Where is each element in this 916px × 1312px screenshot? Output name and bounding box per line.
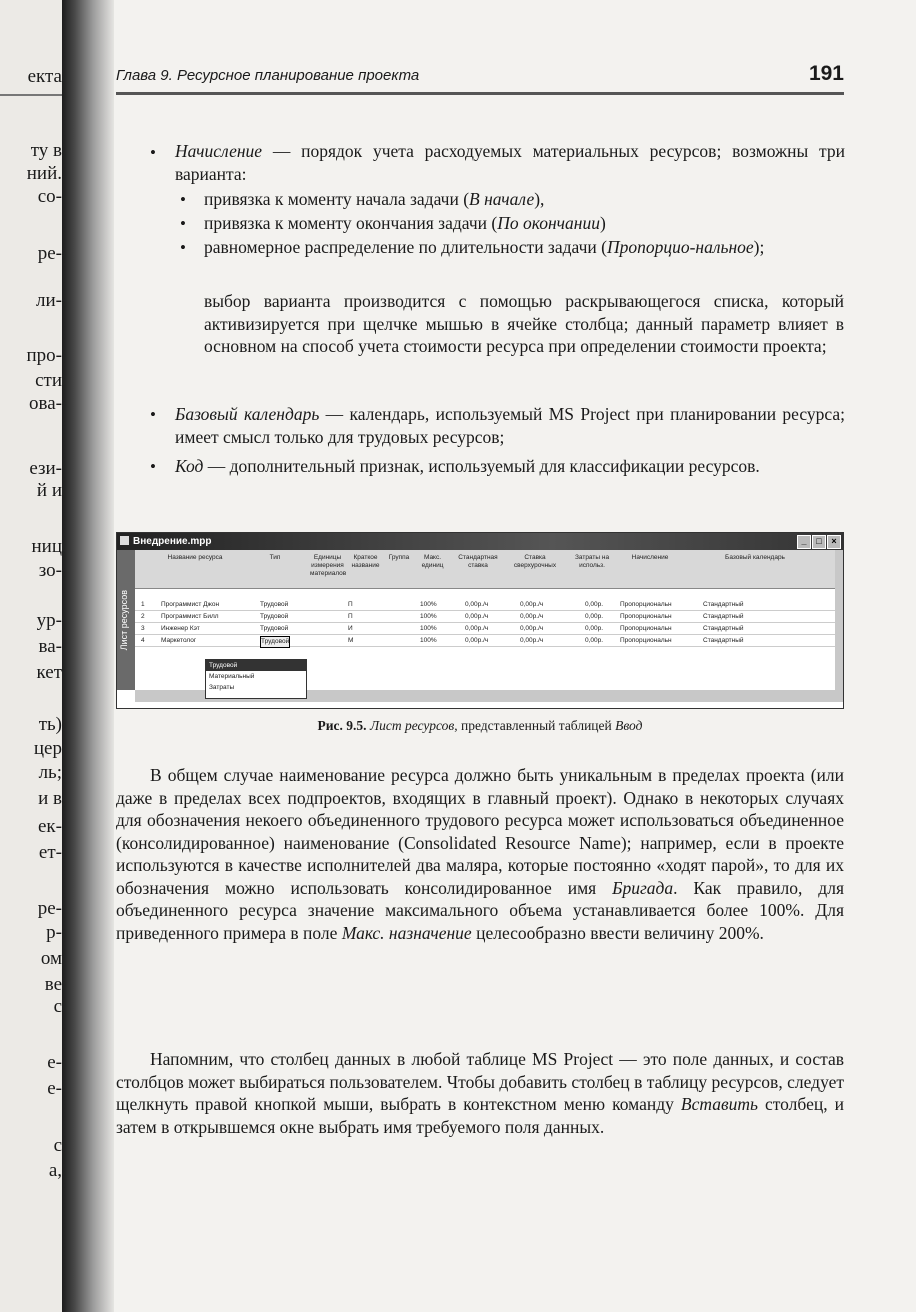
left-fragment: ур- (36, 610, 62, 631)
header-rule (116, 92, 844, 95)
figure-caption: Рис. 9.5. Лист ресурсов, представленный таблицей Ввод (317, 718, 643, 733)
left-fragment: сти (35, 370, 62, 391)
column-header[interactable]: Стандартная ставка (458, 554, 498, 569)
table-header (135, 550, 835, 589)
left-fragment: екта (27, 66, 62, 87)
sub-bullet-end: привязка к моменту окончания задачи (По окончании) (204, 213, 606, 233)
window-title: Внедрение.mpp (133, 536, 212, 547)
column-header[interactable]: Затраты на использ. (574, 554, 610, 569)
prorated-continuation: выбор варианта производится с помощью раскрывающегося списка, который активизируется при щелчке мышью в ячейке столбца; данный параметр влияет в основном на способ учета стоимости ресурса при определении стоимости проекта; (204, 291, 844, 356)
left-fragment: ть) (38, 714, 62, 735)
left-page-edge (0, 0, 62, 1312)
column-header[interactable]: Базовый календарь (725, 554, 785, 561)
sub-bullet-prorated: равномерное распределение по длительности задачи (Пропорцио-нальное); (204, 237, 765, 257)
project-icon (120, 536, 129, 545)
left-fragment: р- (46, 922, 62, 943)
table-row[interactable]: 1 Программист Джон Трудовой П 100% 0,00р./ч 0,00р./ч 0,00р. Пропорциональн Стандартный (135, 600, 835, 611)
left-fragment: и в (38, 788, 62, 809)
bullet-base-calendar: Базовый календарь — календарь, используемый MS Project при планировании ресурса; имеет смысл только для трудовых ресурсов; (175, 404, 846, 447)
left-fragment: ом (40, 948, 62, 969)
paragraph-consolidated: В общем случае наименование ресурса должно быть уникальным в пределах проекта (или даже в пределах всех подпроектов, входящих в главный проект). Однако в некоторых случаях для обозначения некоего объединенного трудового ресурса может использоваться объединенное (консолидированное) наименование (Consolidated Resource Name); например, если в проекте используются в качестве исполнителей два маляра, которые постоянно «ходят парой», то для их обозначения можно использовать консолидированное имя Бригада. Как правило, для объединенного ресурса значение максимального объема устанавливается более 100%. Для приведенного примера в поле Макс. назначение целесообразно ввести величину 200%. (116, 765, 844, 943)
left-fragment: е- (47, 1052, 62, 1073)
left-fragment: с (53, 1135, 62, 1156)
column-header[interactable]: Краткое название (351, 554, 380, 569)
dropdown-option[interactable]: Затраты (209, 684, 235, 691)
left-fragment: ре- (37, 243, 62, 264)
type-dropdown[interactable] (205, 659, 307, 699)
left-fragment: ль; (38, 762, 62, 783)
left-fragment: цер (33, 738, 62, 759)
running-header (116, 64, 844, 90)
table-row[interactable]: 3 Инженер Кэт Трудовой И 100% 0,00р./ч 0,00р./ч 0,00р. Пропорциональн Стандартный (135, 624, 835, 635)
left-fragment: е- (47, 1078, 62, 1099)
window-title-bar (117, 533, 843, 550)
minimize-button[interactable]: _ (797, 535, 811, 549)
left-fragment: ли- (36, 290, 62, 311)
table-row[interactable]: 4 Маркетолог Трудовой М 100% 0,00р./ч 0,00р./ч 0,00р. Пропорциональн Стандартный (135, 636, 835, 647)
book-gutter-shadow (62, 0, 114, 1312)
sub-bullet: • (180, 190, 186, 209)
sub-bullet: • (180, 238, 186, 257)
page-number: 191 (808, 62, 844, 85)
column-header[interactable]: Единицы измерения материалов (310, 554, 347, 577)
left-fragment: ний. (26, 163, 62, 184)
view-bar[interactable] (117, 550, 135, 690)
view-label: Лист ресурсов (119, 590, 129, 651)
bullet: • (150, 457, 156, 476)
left-fragment: зо- (38, 560, 62, 581)
sub-bullet: • (180, 214, 186, 233)
left-fragment: а, (48, 1160, 62, 1181)
left-fragment: про- (26, 345, 62, 366)
vertical-scrollbar[interactable] (835, 550, 843, 702)
dropdown-option[interactable]: Трудовой (206, 660, 306, 671)
left-fragment: ту в (30, 140, 62, 161)
chapter-title: Глава 9. Ресурсное планирование проекта (116, 67, 420, 84)
column-header[interactable]: Группа (388, 554, 410, 561)
bullet-accrual: Начисление — порядок учета расходуемых материальных ресурсов; возможны три варианта: (175, 141, 845, 184)
column-header[interactable]: Начисление (631, 554, 669, 561)
bullet: • (150, 143, 156, 162)
left-fragment: со- (37, 186, 62, 207)
bullet: • (150, 405, 156, 424)
bullet-code: Код — дополнительный признак, используемый для классификации ресурсов. (175, 456, 760, 476)
left-header-rule (0, 94, 62, 96)
left-fragment: с (53, 996, 62, 1017)
left-fragment: й и (36, 480, 62, 501)
close-button[interactable]: × (827, 535, 841, 549)
left-fragment: ези- (29, 458, 62, 479)
column-header[interactable]: Макс. единиц (421, 554, 444, 569)
table-row[interactable]: 2 Программист Билл Трудовой П 100% 0,00р./ч 0,00р./ч 0,00р. Пропорциональн Стандартный (135, 612, 835, 623)
left-fragment: ова- (29, 393, 62, 414)
left-fragment: ниц (31, 536, 62, 557)
maximize-button[interactable]: □ (812, 535, 826, 549)
left-fragment: ре- (37, 898, 62, 919)
left-fragment: ек- (38, 816, 62, 837)
paragraph-columns: Напомним, что столбец данных в любой таблице MS Project — это поле данных, и состав столбцов может выбираться пользователем. Чтобы добавить столбец в таблицу ресурсов, следует щелкнуть правой кнопкой мыши, выбрать в контекстном меню команду Вставить столбец, и затем в открывшемся окне выбрать имя требуемого поля данных. (116, 1049, 845, 1137)
term: Начисление (175, 141, 263, 161)
dropdown-option[interactable]: Материальный (209, 673, 255, 680)
left-fragment: ве (44, 974, 62, 995)
column-header[interactable]: Название ресурса (167, 554, 223, 561)
column-header[interactable]: Ставка сверхурочных (513, 554, 557, 569)
left-fragment: ва- (38, 636, 62, 657)
sub-bullet-start: привязка к моменту начала задачи (В начале), (204, 189, 545, 209)
left-fragment: ет- (38, 842, 62, 863)
left-fragment: кет (36, 662, 62, 683)
column-header[interactable]: Тип (269, 554, 281, 561)
